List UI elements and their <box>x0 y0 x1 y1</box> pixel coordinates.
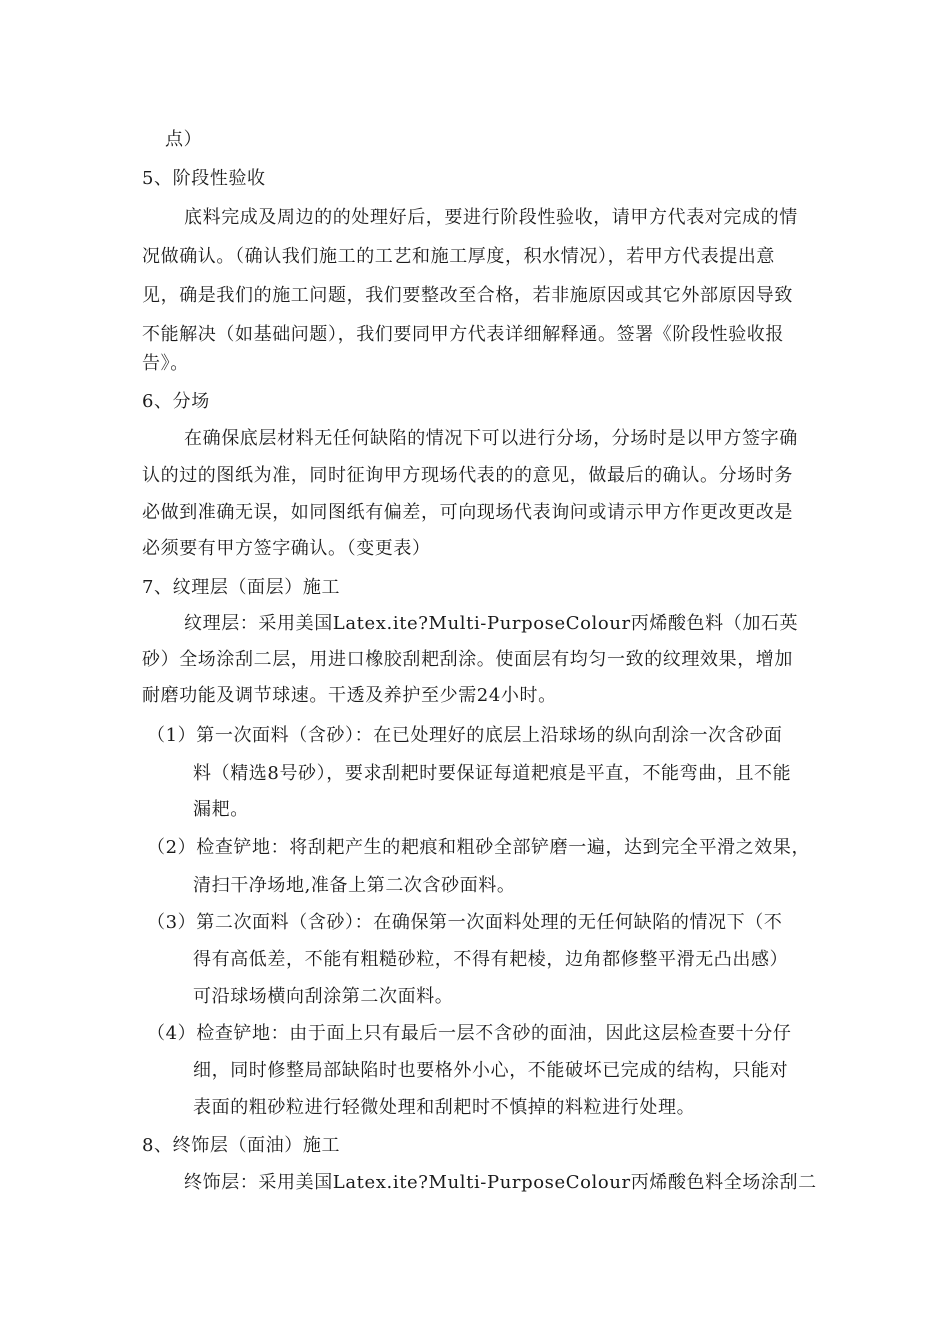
section-5-line: 底料完成及周边的的处理好后，要进行阶段性验收，请甲方代表对完成的情 <box>184 207 798 228</box>
section-5-line: 见，确是我们的施工问题，我们要整改至合格，若非施原因或其它外部原因导致 <box>142 285 793 306</box>
section-7-heading: 7、纹理层（面层）施工 <box>142 577 341 598</box>
list-item-4-line: 表面的粗砂粒进行轻微处理和刮耙时不慎掉的料粒进行处理。 <box>193 1097 696 1118</box>
section-8-heading: 8、终饰层（面油）施工 <box>142 1135 341 1156</box>
continuation-text: 点） <box>165 129 203 150</box>
section-7-line: 耐磨功能及调节球速。干透及养护至少需24小时。 <box>142 685 557 706</box>
list-item-1-line: （1）第一次面料（含砂）：在已处理好的底层上沿球场的纵向刮涂一次含砂面 <box>147 725 783 746</box>
section-5-line: 告》。 <box>142 353 189 374</box>
section-6-heading: 6、分场 <box>142 391 210 412</box>
section-8-line: 终饰层：采用美国Latex.ite?Multi-PurposeColour丙烯酸色料全场涂刮二 <box>184 1172 817 1193</box>
list-item-2-line: 清扫干净场地,准备上第二次含砂面料。 <box>193 875 516 896</box>
section-5-heading: 5、阶段性验收 <box>142 168 266 189</box>
list-item-3-line: （3）第二次面料（含砂）：在确保第一次面料处理的无任何缺陷的情况下（不 <box>147 912 783 933</box>
list-item-4-line: 细，同时修整局部缺陷时也要格外小心，不能破坏已完成的结构，只能对 <box>193 1060 789 1081</box>
section-7-line: 砂）全场涂刮二层，用进口橡胶刮耙刮涂。使面层有均匀一致的纹理效果，增加 <box>142 649 793 670</box>
section-6-line: 在确保底层材料无任何缺陷的情况下可以进行分场，分场时是以甲方签字确 <box>184 428 798 449</box>
list-item-1-line: 料（精选8号砂），要求刮耙时要保证每道耙痕是平直，不能弯曲，且不能 <box>193 763 792 784</box>
section-5-line: 不能解决（如基础问题），我们要同甲方代表详细解释通。签署《阶段性验收报 <box>142 324 784 345</box>
list-item-3-line: 得有高低差，不能有粗糙砂粒，不得有耙棱，边角都修整平滑无凸出感） <box>193 949 789 970</box>
section-6-line: 必须要有甲方签字确认。（变更表） <box>142 538 431 559</box>
list-item-1-line: 漏耙。 <box>193 799 249 820</box>
section-7-line: 纹理层：采用美国Latex.ite?Multi-PurposeColour丙烯酸色料（加石英 <box>184 613 799 634</box>
list-item-3-line: 可沿球场横向刮涂第二次面料。 <box>193 986 454 1007</box>
list-item-4-line: （4）检查铲地：由于面上只有最后一层不含砂的面油，因此这层检查要十分仔 <box>147 1023 792 1044</box>
section-6-line: 必做到准确无误，如同图纸有偏差，可向现场代表询问或请示甲方作更改更改是 <box>142 502 793 523</box>
section-5-line: 况做确认。（确认我们施工的工艺和施工厚度，积水情况），若甲方代表提出意 <box>142 246 775 267</box>
list-item-2-line: （2）检查铲地：将刮耙产生的耙痕和粗砂全部铲磨一遍，达到完全平滑之效果， <box>147 837 811 858</box>
section-6-line: 认的过的图纸为准，同时征询甲方现场代表的的意见，做最后的确认。分场时务 <box>142 465 793 486</box>
